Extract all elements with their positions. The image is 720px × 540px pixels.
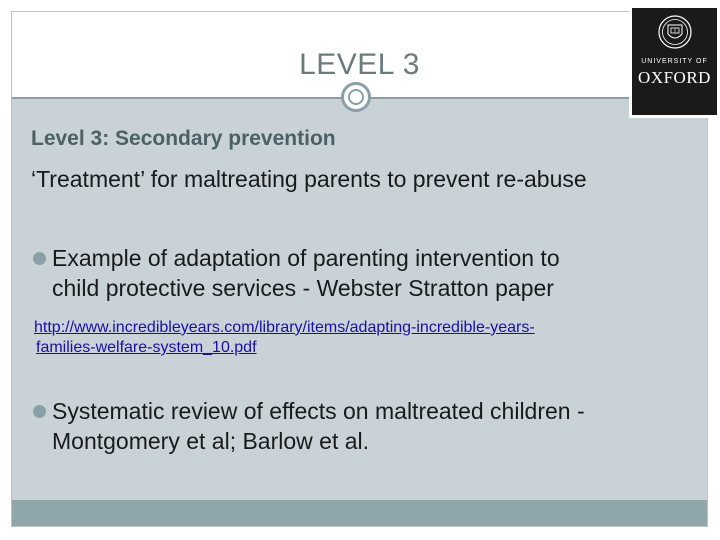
content-heading: Level 3: Secondary prevention [31,127,336,150]
link-line: http://www.incredibleyears.com/library/items/adapting-incredible-years- [34,319,535,336]
content-subheading: ‘Treatment’ for maltreating parents to prevent re-abuse [31,166,587,192]
logo-university-text: UNIVERSITY OF [641,58,708,65]
oxford-logo [629,8,717,118]
bullet-text [52,396,702,456]
bullet-icon [33,252,46,265]
bullet-text [52,243,702,303]
bullet-icon [33,405,46,418]
slide-title: LEVEL 3 [299,48,420,81]
bullet-line: child protective services - Webster Stratton paper [52,275,554,301]
link-line: families-welfare-system_10.pdf [36,339,257,356]
bullet-line: Example of adaptation of parenting intervention to [52,245,560,271]
logo-oxford-text: OXFORD [638,68,711,87]
bullet-line: Montgomery et al; Barlow et al. [52,428,370,454]
bullet-line: Systematic review of effects on maltreated children - [52,398,585,424]
oxford-crest-icon [658,14,692,50]
incredible-years-link[interactable] [34,318,694,358]
